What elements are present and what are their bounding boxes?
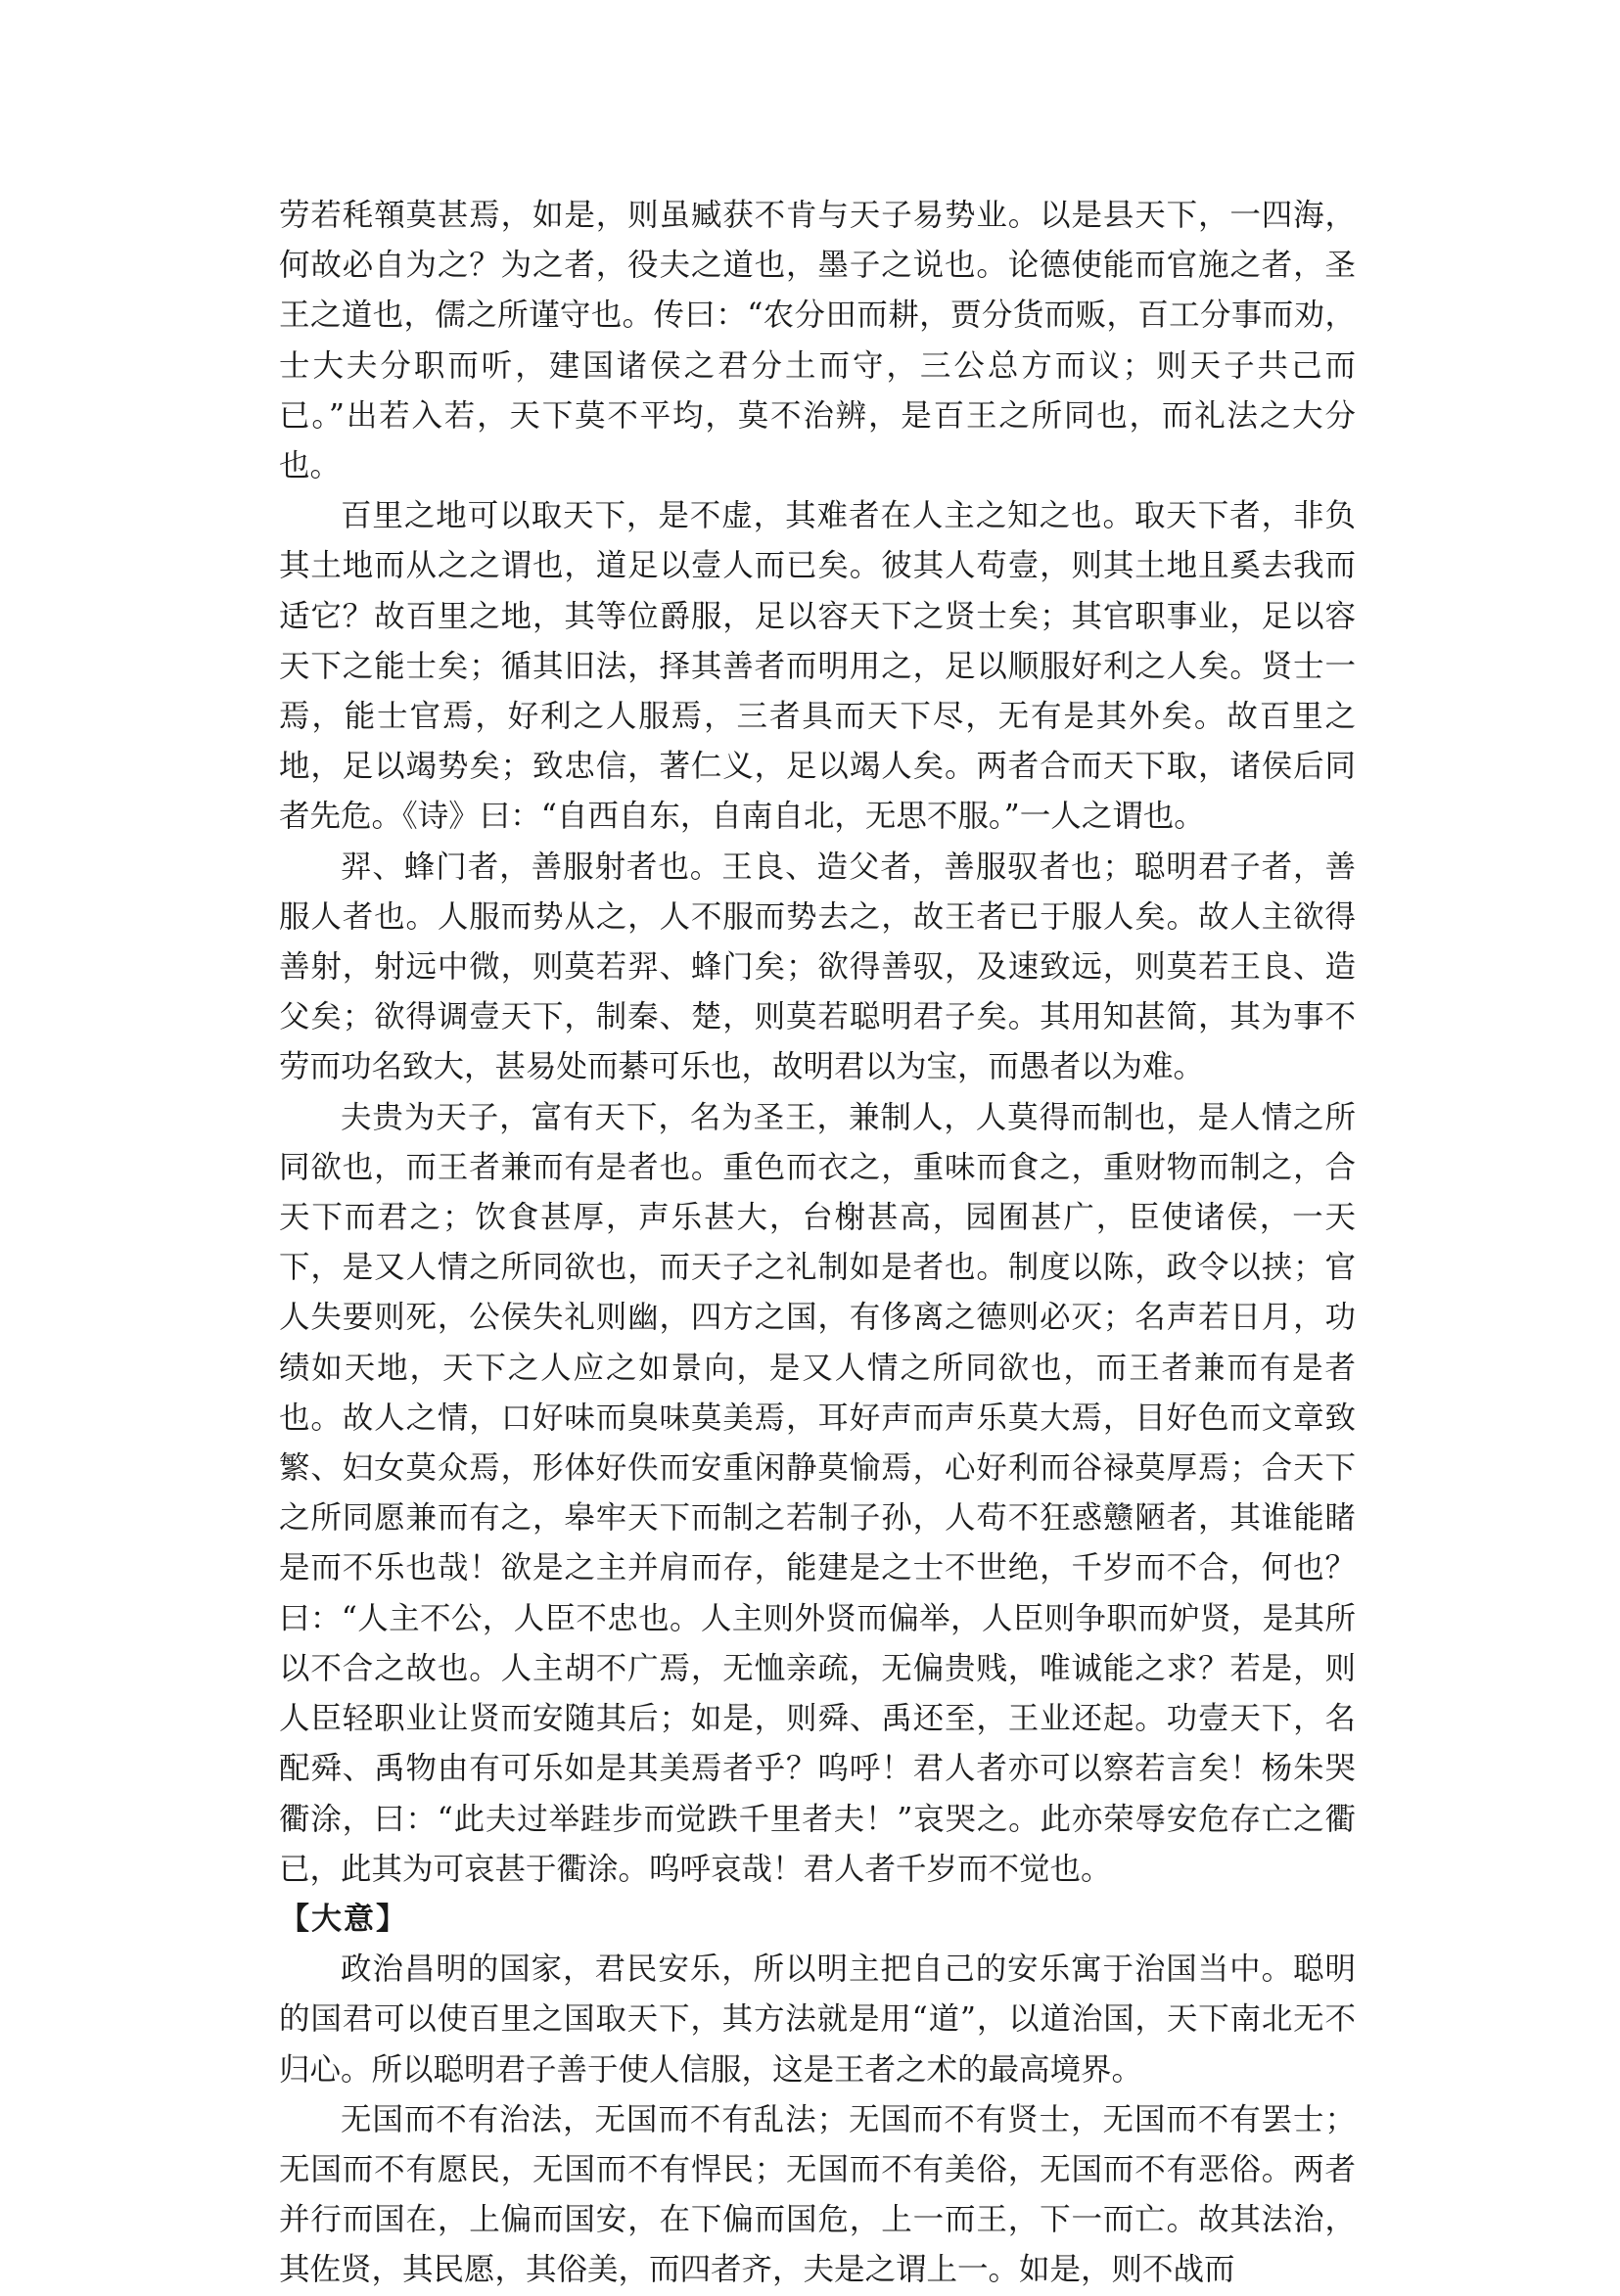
paragraph-4: 夫贵为天子，富有天下，名为圣王，兼制人，人莫得而制也，是人情之所同欲也，而王者兼而有是者也。重色而衣之，重味而食之，重财物而制之，合天下而君之；饮食甚厚，声乐甚大，台榭甚高，园囿甚广，臣使诸侯，一天下，是又人情之所同欲也，而天子之礼制如是者也。制度以陈，政令以挟；官人失要则死，公侯失礼则幽，四方之国，有侈离之德则必灭；名声若日月，功绩如天地，天下之人应之如景向，是又人情之所同欲也，而王者兼而有是者也。故人之情，口好味而臭味莫美焉，耳好声而声乐莫大焉，目好色而文章致繁、妇女莫众焉，形体好佚而安重闲静莫愉焉，心好利而谷禄莫厚焉；合天下之所同愿兼而有之，皋牢天下而制之若制子孙，人苟不狂惑戆陋者，其谁能睹是而不乐也哉！欲是之主并肩而存，能建是之士不世绝，千岁而不合，何也？曰：“人主不公，人臣不忠也。人主则外贤而偏举，人臣则争职而妒贤，是其所以不合之故也。人主胡不广焉，无恤亲疏，无偏贵贱，唯诚能之求？若是，则人臣轻职业让贤而安随其后；如是，则舜、禹还至，王业还起。功壹天下，名配舜、禹物由有可乐如是其美焉者乎？呜呼！君人者亦可以察若言矣！杨朱哭衢涂，曰：“此夫过举跬步而觉跌千里者夫！”哀哭之。此亦荣辱安危存亡之衢已，此其为可哀甚于衢涂。呜呼哀哉！君人者千岁而不觉也。 — [279, 1099, 1356, 1887]
paragraph-3: 羿、蜂门者，善服射者也。王良、造父者，善服驭者也；聪明君子者，善服人者也。人服而势从之，人不服而势去之，故王者已于服人矣。故人主欲得善射，射远中微，则莫若羿、蜂门矣；欲得善驭，及速致远，则莫若王良、造父矣；欲得调壹天下，制秦、楚，则莫若聪明君子矣。其用知甚简，其为事不劳而功名致大，甚易处而綦可乐也，故明君以为宝，而愚者以为难。 — [279, 849, 1356, 1085]
paragraph-6: 无国而不有治法，无国而不有乱法；无国而不有贤士，无国而不有罢士；无国而不有愿民，无国而不有悍民；无国而不有美俗，无国而不有恶俗。两者并行而国在，上偏而国安，在下偏而国危，上一而王，下一而亡。故其法治，其佐贤，其民愿，其俗美，而四者齐，夫是之谓上一。如是，则不战而 — [279, 2101, 1356, 2288]
paragraph-5: 政治昌明的国家，君民安乐，所以明主把自己的安乐寓于治国当中。聪明的国君可以使百里之国取天下，其方法就是用“道”，以道治国，天下南北无不归心。所以聪明君子善于使人信服，这是王者之术的最高境界。 — [279, 1952, 1356, 2088]
paragraph-2: 百里之地可以取天下，是不虚，其难者在人主之知之也。取天下者，非负其土地而从之之谓也，道足以壹人而已矣。彼其人苟壹，则其土地且奚去我而适它？故百里之地，其等位爵服，足以容天下之贤士矣；其官职事业，足以容天下之能士矣；循其旧法，择其善者而明用之，足以顺服好利之人矣。贤士一焉，能士官焉，好利之人服焉，三者具而天下尽，无有是其外矣。故百里之地，足以竭势矣；致忠信，著仁义，足以竭人矣。两者合而天下取，诸侯后同者先危。《诗》曰：“自西自东，自南自北，无思不服。”一人之谓也。 — [279, 498, 1356, 835]
document-page — [279, 191, 1356, 2296]
paragraph-1: 劳若秏顇莫甚焉，如是，则虽臧获不肯与天子易势业。以是县天下，一四海，何故必自为之？为之者，役夫之道也，墨子之说也。论德使能而官施之者，圣王之道也，儒之所谨守也。传曰：“农分田而耕，贾分货而贩，百工分事而劝，士大夫分职而听，建国诸侯之君分土而守，三公总方而议；则天子共己而已。”出若入若，天下莫不平均，莫不治辨，是百王之所同也，而礼法之大分也。 — [279, 198, 1356, 484]
section-heading: 【大意】 — [279, 1901, 408, 1937]
